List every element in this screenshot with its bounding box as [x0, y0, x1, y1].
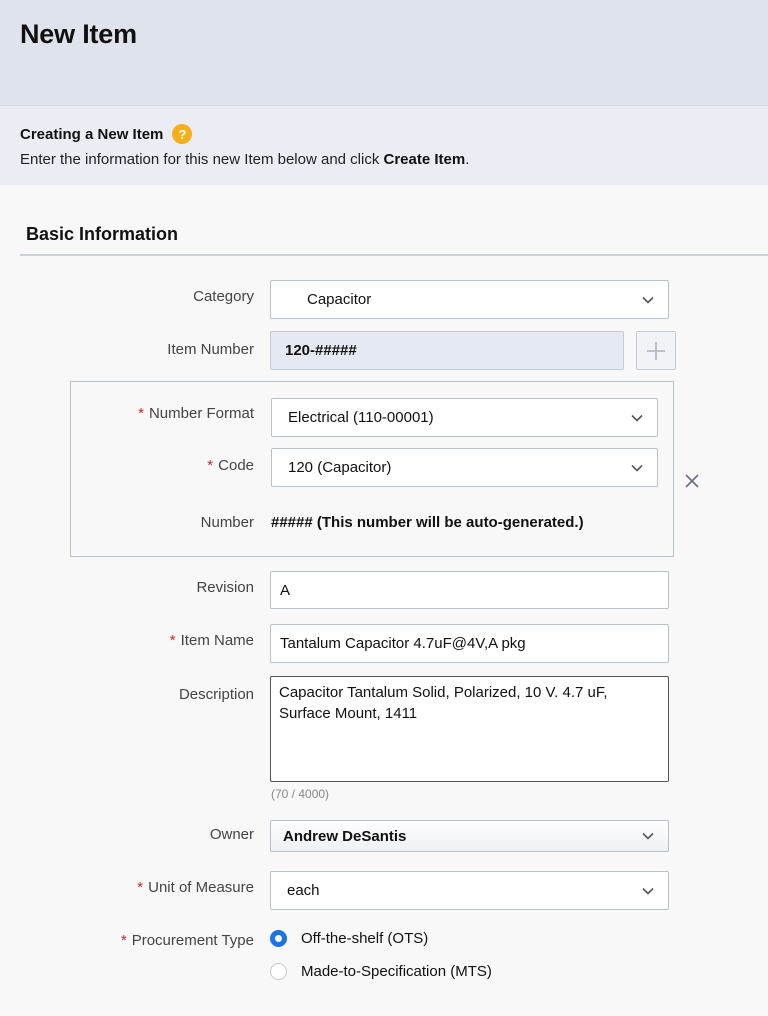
item-name-label — [14, 632, 254, 649]
unit-of-measure-label — [14, 879, 254, 896]
number-format-label-text: Number Format — [148, 405, 254, 422]
radio-selected[interactable] — [270, 930, 287, 947]
number-format-select[interactable] — [271, 398, 658, 437]
required-marker: * — [169, 632, 176, 649]
radio-unselected[interactable] — [270, 963, 287, 980]
chevron-down-icon — [631, 414, 643, 422]
unit-of-measure-label-text: Unit of Measure — [148, 879, 254, 896]
item-number-value: 120-##### — [285, 342, 357, 359]
number-format-label — [14, 405, 254, 422]
chevron-down-icon — [642, 296, 654, 304]
item-number-label: Item Number — [167, 341, 254, 358]
category-value: Capacitor — [307, 291, 372, 308]
revision-value: A — [280, 581, 291, 599]
info-text-before: Enter the information for this new Item below and click — [20, 151, 384, 168]
required-marker: * — [138, 405, 144, 422]
info-text-after: . — [465, 151, 470, 168]
code-label — [14, 457, 254, 474]
owner-label: Owner — [209, 826, 254, 843]
number-label: Number — [200, 514, 254, 531]
add-item-number-button[interactable] — [636, 331, 676, 370]
revision-label: Revision — [196, 579, 254, 596]
procurement-option-ots[interactable] — [270, 930, 428, 947]
procurement-option-mts[interactable] — [270, 963, 492, 980]
remove-number-format-button[interactable] — [681, 470, 703, 492]
item-name-value: Tantalum Capacitor 4.7uF@4V,A pkg — [280, 635, 526, 652]
required-marker: * — [137, 879, 144, 896]
number-value: ##### (This number will be auto-generated.) — [271, 514, 584, 531]
item-name-input[interactable] — [270, 624, 669, 663]
plus-icon — [646, 341, 666, 361]
number-format-value: Electrical (110-00001) — [288, 409, 434, 426]
info-banner — [0, 105, 768, 185]
chevron-down-icon — [631, 464, 643, 472]
item-name-label-text: Item Name — [180, 632, 254, 649]
code-label-text: Code — [218, 457, 254, 474]
section-title: Basic Information — [26, 224, 179, 244]
procurement-type-label — [14, 932, 254, 949]
page-header — [0, 0, 768, 105]
procurement-option-label: Made-to-Specification (MTS) — [301, 963, 492, 980]
procurement-type-label-text: Procurement Type — [131, 932, 254, 949]
page-title: New Item — [20, 19, 137, 49]
section-divider — [20, 254, 768, 256]
description-label: Description — [178, 686, 254, 703]
code-value: 120 (Capacitor) — [288, 459, 392, 476]
info-text-bold: Create Item — [383, 151, 466, 168]
help-question-icon[interactable]: ? — [172, 124, 192, 144]
chevron-down-icon — [642, 832, 654, 840]
close-icon — [684, 473, 700, 489]
unit-of-measure-value: each — [287, 882, 320, 899]
category-select[interactable] — [270, 280, 669, 319]
category-label: Category — [193, 288, 254, 305]
unit-of-measure-select[interactable] — [270, 871, 669, 910]
required-marker: * — [120, 932, 127, 949]
code-select[interactable] — [271, 448, 658, 487]
revision-input[interactable] — [270, 571, 669, 609]
required-marker: * — [207, 457, 214, 474]
info-banner-title — [20, 124, 192, 144]
description-textarea[interactable] — [270, 676, 669, 782]
procurement-option-label: Off-the-shelf (OTS) — [301, 930, 429, 947]
owner-select[interactable] — [270, 820, 669, 852]
chevron-down-icon — [642, 887, 654, 895]
description-char-counter: (70 / 4000) — [271, 787, 330, 801]
info-banner-text — [20, 151, 469, 168]
item-number-field — [270, 331, 624, 370]
owner-value: Andrew DeSantis — [283, 827, 407, 845]
info-banner-title-text: Creating a New Item — [20, 125, 164, 143]
